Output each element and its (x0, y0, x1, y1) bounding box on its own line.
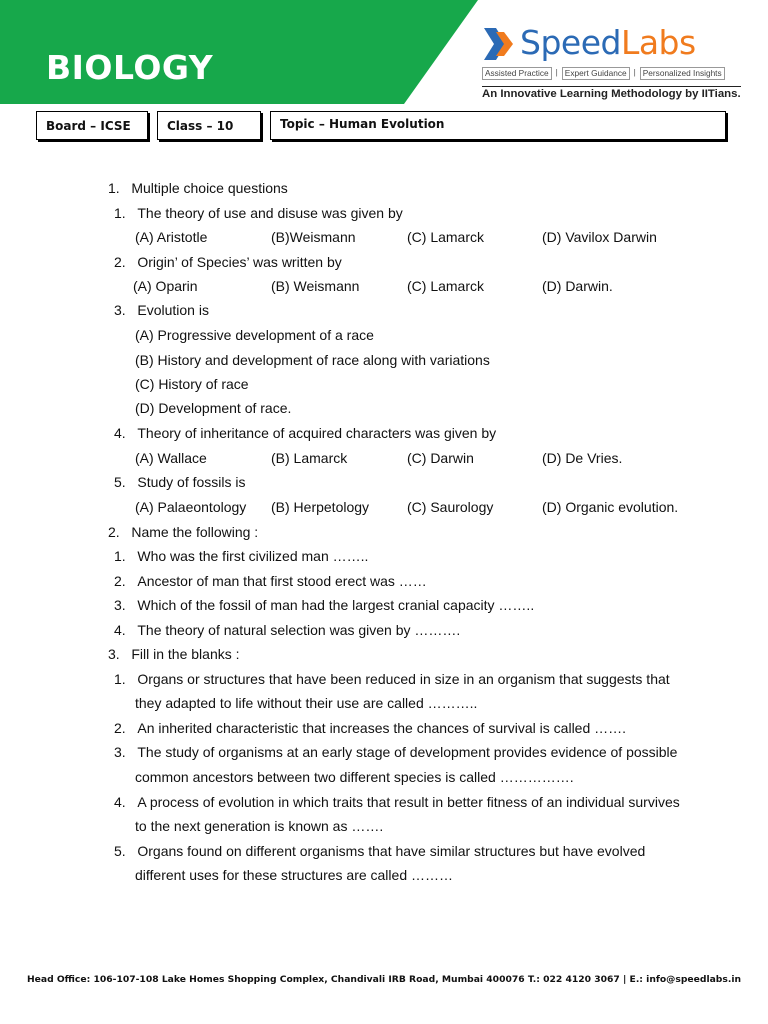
option-d: (D) Development of race. (135, 400, 292, 416)
option-d: (D) De Vries. (542, 450, 623, 466)
option-b: (B) Herpetology (271, 499, 370, 515)
option-a: (A) Oparin (133, 278, 198, 294)
footer-address: Head Office: 106-107-108 Lake Homes Shopping Complex, Chandivali IRB Road, Mumbai 400076 T.: 022 4120 3067 | E.: info@speedlabs.in (26, 974, 742, 985)
option-b: (B) Weismann (271, 278, 360, 294)
tagline-personalized-insights: Personalized Insights (640, 67, 725, 80)
question-4: 4. Theory of inheritance of acquired characters was given by (114, 425, 497, 441)
topic-box: Topic – Human Evolution (270, 111, 726, 140)
tagline-assisted-practice: Assisted Practice (482, 67, 552, 80)
blank-item-2: 2. An inherited characteristic that increases the chances of survival is called ……. (114, 720, 627, 736)
section-heading-mcq: 1. Multiple choice questions (108, 180, 288, 196)
option-d: (D) Darwin. (542, 278, 613, 294)
option-d: (D) Organic evolution. (542, 499, 679, 515)
blank-item-3: 3. The study of organisms at an early stage of development provides evidence of possible (114, 744, 678, 760)
section-heading-fill-blanks: 3. Fill in the blanks : (108, 646, 240, 662)
tagline-separator: | (633, 67, 636, 77)
logo-wordmark: SpeedLabs (520, 23, 696, 62)
option-d: (D) Vavilox Darwin (542, 229, 657, 245)
option-c: (C) Lamarck (407, 229, 485, 245)
option-a: (A) Progressive development of a race (135, 327, 374, 343)
blank-item-4: 4. A process of evolution in which traits that result in better fitness of an individual survives (114, 794, 680, 810)
subject-title: BIOLOGY (46, 48, 214, 87)
question-1: 1. The theory of use and disuse was given by (114, 205, 403, 221)
blank-item-1: 1. Organs or structures that have been reduced in size in an organism that suggests that (114, 671, 670, 687)
option-a: (A) Wallace (135, 450, 207, 466)
blank-item-4-line2: to the next generation is known as ……. (135, 818, 384, 834)
name-item-3: 3. Which of the fossil of man had the largest cranial capacity …….. (114, 597, 535, 613)
name-item-1: 1. Who was the first civilized man …….. (114, 548, 369, 564)
speedlabs-chevron-icon (482, 26, 516, 62)
option-a: (A) Palaeontology (135, 499, 247, 515)
question-3: 3. Evolution is (114, 302, 209, 318)
option-b: (B)Weismann (271, 229, 356, 245)
logo-taglines (482, 67, 725, 80)
name-item-4: 4. The theory of natural selection was given by ………. (114, 622, 461, 638)
board-box: Board – ICSE (36, 111, 148, 140)
question-5: 5. Study of fossils is (114, 474, 246, 490)
option-c: (C) Saurology (407, 499, 494, 515)
option-c: (C) Darwin (407, 450, 474, 466)
tagline-expert-guidance: Expert Guidance (562, 67, 630, 80)
blank-item-5-line2: different uses for these structures are called ……… (135, 867, 453, 883)
tagline-separator: | (555, 67, 558, 77)
option-b: (B) Lamarck (271, 450, 348, 466)
blank-item-1-line2: they adapted to life without their use are called ……….. (135, 695, 478, 711)
class-box: Class – 10 (157, 111, 261, 140)
name-item-2: 2. Ancestor of man that first stood erect was …… (114, 573, 427, 589)
option-b: (B) History and development of race along with variations (135, 352, 490, 368)
option-c: (C) Lamarck (407, 278, 485, 294)
section-heading-name-following: 2. Name the following : (108, 524, 259, 540)
option-a: (A) Aristotle (135, 229, 208, 245)
blank-item-3-line2: common ancestors between two different species is called ……………. (135, 769, 574, 785)
blank-item-5: 5. Organs found on different organisms that have similar structures but have evolved (114, 843, 646, 859)
speedlabs-logo (480, 20, 741, 104)
option-c: (C) History of race (135, 376, 249, 392)
logo-slogan: An Innovative Learning Methodology by IITians. (482, 88, 741, 100)
question-2: 2. Origin’ of Species’ was written by (114, 254, 342, 270)
